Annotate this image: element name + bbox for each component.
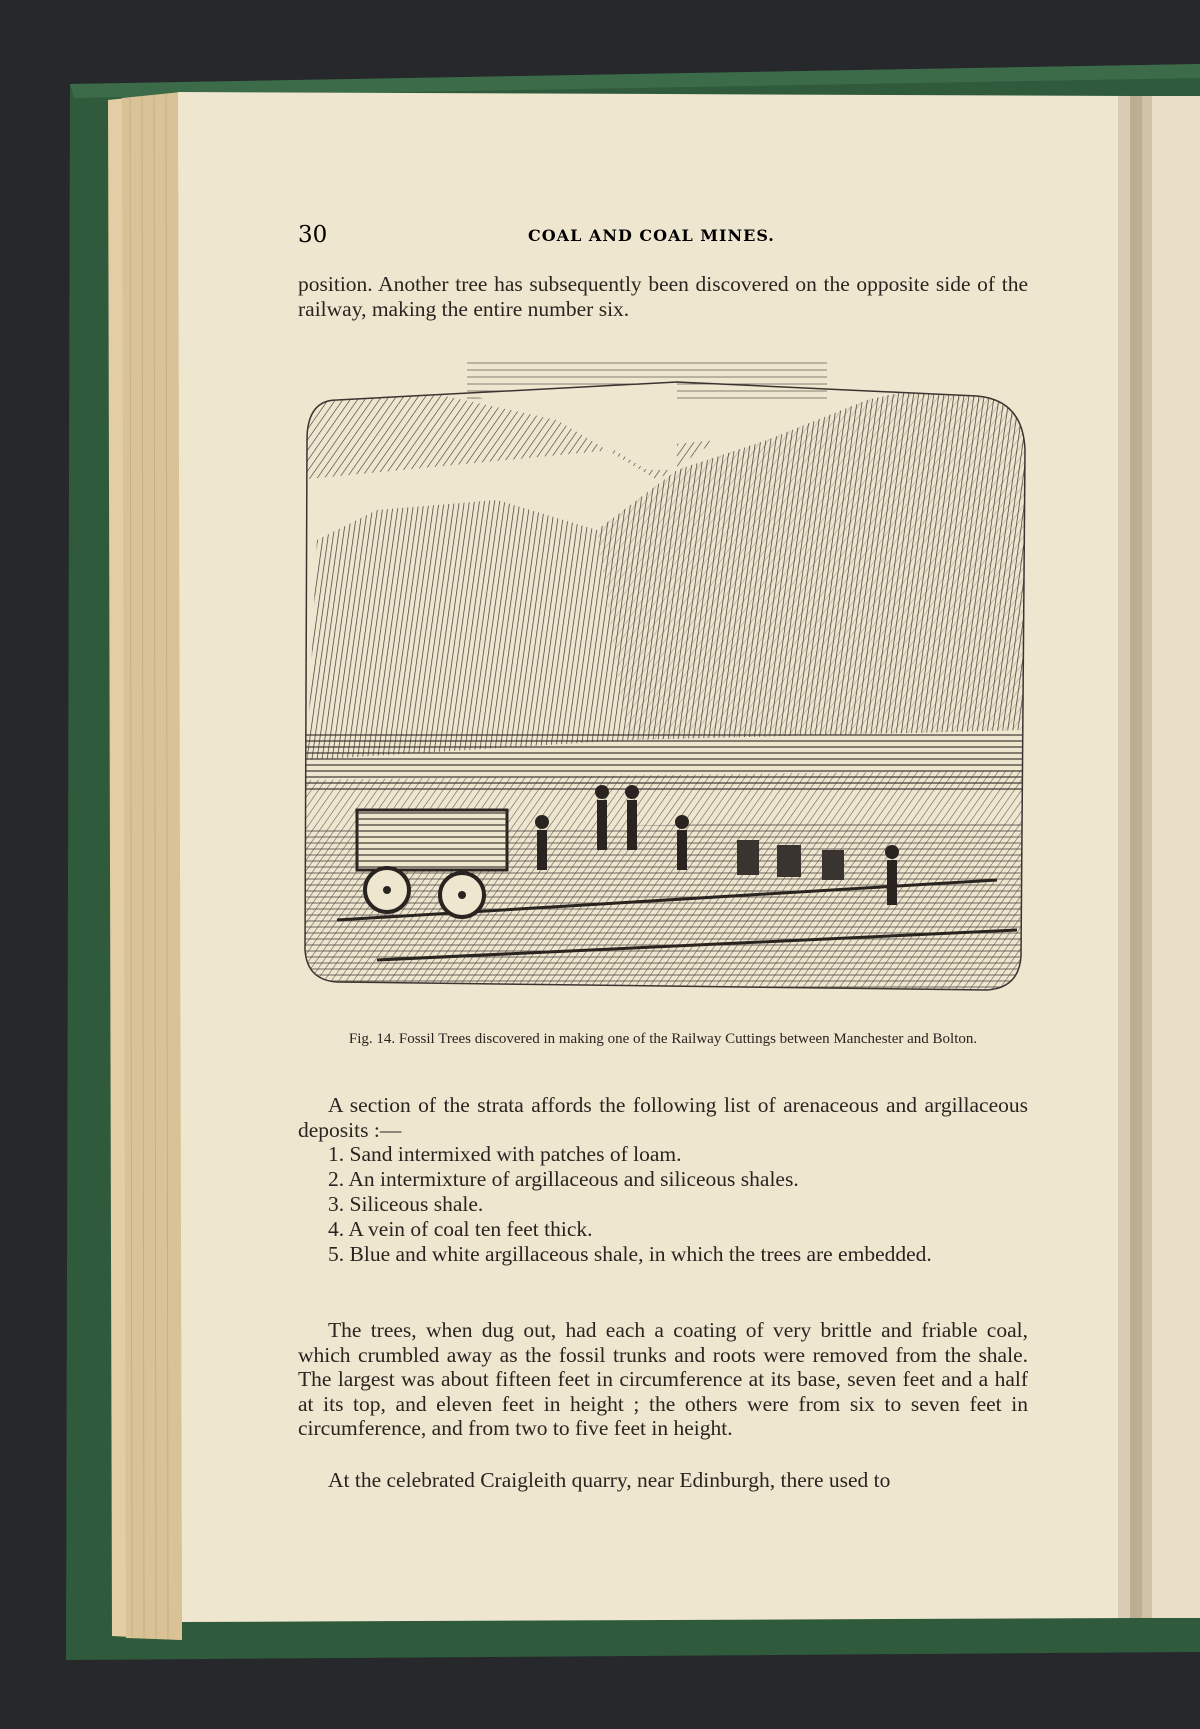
deposits-list (328, 1142, 1028, 1267)
trees-paragraph: The trees, when dug out, had each a coating of very brittle and friable coal, which crumbled away as the fossil trunks and roots were removed from the shale. The largest was about fifteen feet in circumference at its base, seven feet and a half at its top, and eleven feet in height ; the others were from six to seven feet in circumference, and from two to five feet in height. (298, 1318, 1028, 1440)
list-item: 5. Blue and white argillaceous shale, in which the trees are embedded. (328, 1242, 932, 1266)
list-item: 2. An intermixture of argillaceous and siliceous shales. (328, 1167, 799, 1191)
page-header (298, 222, 1028, 252)
figure-illustration (297, 360, 1027, 1010)
list-item: 4. A vein of coal ten feet thick. (328, 1217, 593, 1241)
list-item: 3. Siliceous shale. (328, 1192, 484, 1216)
list-item: 1. Sand intermixed with patches of loam. (328, 1142, 682, 1166)
figure-caption: Fig. 14. Fossil Trees discovered in making one of the Railway Cuttings between Manchester and Bolton. (348, 1031, 978, 1047)
craigleith-paragraph: At the celebrated Craigleith quarry, near Edinburgh, there used to (328, 1468, 891, 1492)
section-paragraph: A section of the strata affords the following list of arenaceous and argillaceous deposits :— (298, 1093, 1028, 1142)
left-cliff (307, 500, 627, 760)
opening-paragraph: position. Another tree has subsequently been discovered on the opposite side of the railway, making the entire number six. (298, 272, 1028, 321)
running-head: COAL AND COAL MINES. (528, 226, 775, 245)
page-number: 30 (298, 222, 328, 248)
